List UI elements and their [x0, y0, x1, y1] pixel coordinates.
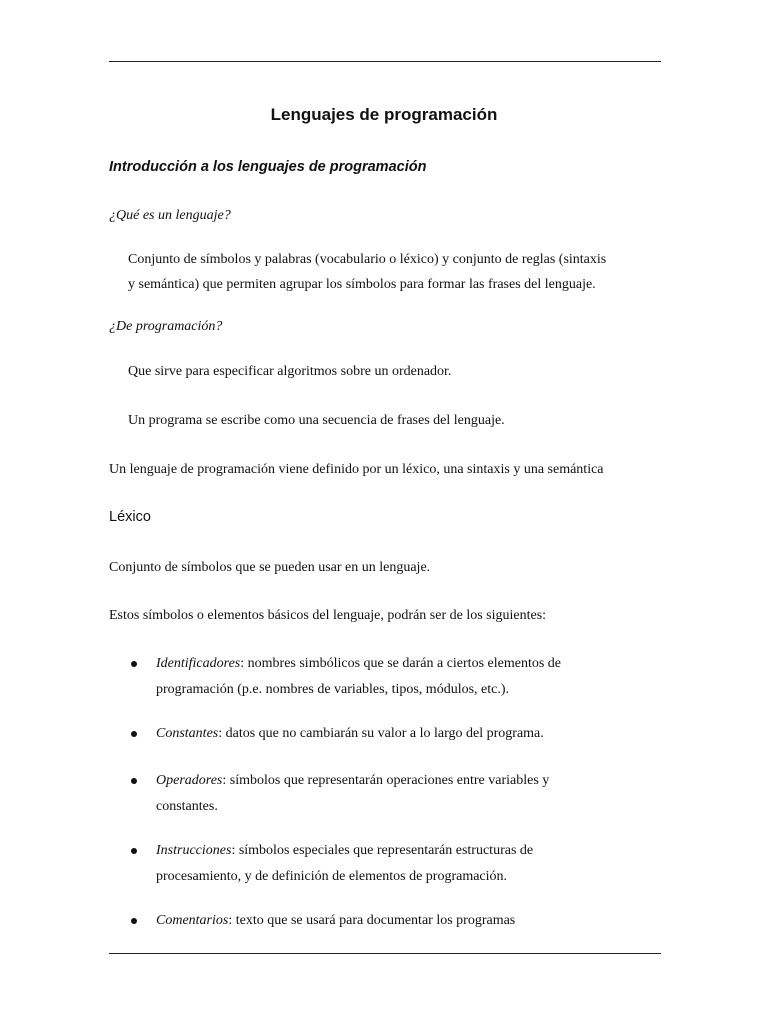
paragraph-definido: Un lenguaje de programación viene definido por un léxico, una sintaxis y una semántica	[109, 462, 604, 477]
paragraph-elementos-basicos: Estos símbolos o elementos básicos del lenguaje, podrán ser de los siguientes:	[109, 608, 547, 623]
question-lenguaje: ¿Qué es un lenguaje?	[109, 208, 231, 223]
list-item-text: : nombres simbólicos que se darán a ciertos elementos de	[240, 656, 561, 671]
list-item-text: : texto que se usará para documentar los programas	[228, 913, 516, 928]
paragraph-especificar: Que sirve para especificar algoritmos sobre un ordenador.	[128, 364, 452, 379]
list-item-instrucciones-line-2: procesamiento, y de definición de elementos de programación.	[156, 869, 508, 884]
bullet-icon	[131, 731, 137, 737]
term-constantes: Constantes	[156, 726, 219, 741]
list-item-identificadores-line-1	[156, 651, 561, 677]
list-item-operadores-line-2: constantes.	[156, 799, 218, 814]
list-item-text: : símbolos especiales que representarán estructuras de	[231, 843, 534, 858]
list-item-text: : símbolos que representarán operaciones entre variables y	[222, 773, 550, 788]
footer-rule	[109, 953, 661, 954]
term-identificadores: Identificadores	[156, 656, 241, 671]
list-item-text: : datos que no cambiarán su valor a lo largo del programa.	[218, 726, 544, 741]
paragraph-definicion-line-2: y semántica) que permiten agrupar los símbolos para formar las frases del lenguaje.	[128, 277, 596, 292]
bullet-icon	[131, 778, 137, 784]
list-item-comentarios	[156, 908, 515, 934]
bullet-icon	[131, 661, 137, 667]
section-subtitle: Introducción a los lenguajes de programación	[109, 159, 427, 175]
list-item-identificadores-line-2: programación (p.e. nombres de variables, tipos, módulos, etc.).	[156, 682, 510, 697]
question-programacion: ¿De programación?	[109, 319, 223, 334]
paragraph-conjunto-simbolos: Conjunto de símbolos que se pueden usar en un lenguaje.	[109, 560, 431, 575]
term-instrucciones: Instrucciones	[156, 843, 232, 858]
heading-lexico: Léxico	[109, 509, 151, 525]
bullet-icon	[131, 848, 137, 854]
header-rule	[109, 61, 661, 62]
list-item-instrucciones-line-1	[156, 838, 533, 864]
paragraph-programa: Un programa se escribe como una secuencia de frases del lenguaje.	[128, 413, 505, 428]
term-operadores: Operadores	[156, 773, 223, 788]
paragraph-definicion-line-1: Conjunto de símbolos y palabras (vocabulario o léxico) y conjunto de reglas (sintaxis	[128, 252, 607, 267]
list-item-constantes	[156, 721, 544, 747]
list-item-operadores-line-1	[156, 768, 549, 794]
term-comentarios: Comentarios	[156, 913, 229, 928]
bullet-icon	[131, 918, 137, 924]
page-title: Lenguajes de programación	[270, 105, 498, 124]
